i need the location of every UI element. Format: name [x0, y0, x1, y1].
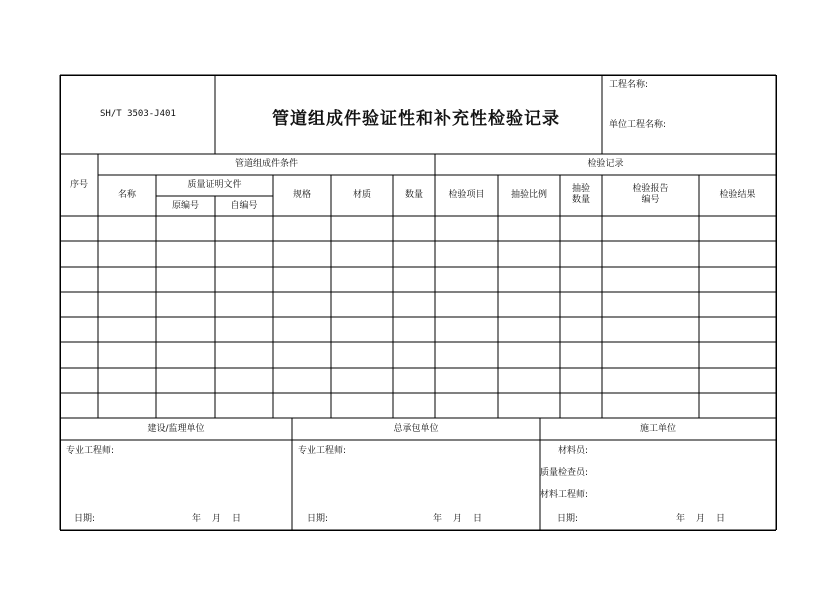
material-engineer-label: 材料工程师: [540, 490, 589, 500]
unit-project-label: 单位工程名称: [609, 120, 667, 130]
contractor-date-year: 年 [433, 514, 443, 524]
material-clerk-label: 材料员: [558, 446, 589, 456]
col-seq-header: 序号 [69, 180, 88, 190]
col-qty-header: 数量 [404, 190, 423, 200]
construction-date-label: 日期: [557, 514, 579, 524]
col-sample-header-line2: 数量 [571, 195, 590, 205]
construction-date-day: 日 [716, 514, 726, 524]
supervision-date-month: 月 [212, 514, 222, 524]
contractor-date-day: 日 [473, 514, 483, 524]
supervision-date-day: 日 [232, 514, 242, 524]
col-sample-header-line1: 抽验 [571, 184, 590, 194]
construction-unit-header: 施工单位 [639, 424, 676, 434]
form-code: SH/T 3503-J401 [100, 109, 176, 119]
col-report-header-line1: 检验报告 [632, 184, 669, 194]
supervision-engineer-label: 专业工程师: [66, 446, 115, 456]
col-self-no-header: 自编号 [230, 201, 258, 211]
supervision-date-label: 日期: [74, 514, 96, 524]
col-ratio-header: 抽验比例 [510, 190, 547, 200]
col-item-header: 检验项目 [448, 190, 485, 200]
construction-date-year: 年 [676, 514, 686, 524]
contractor-date-label: 日期: [307, 514, 329, 524]
col-cert-header: 质量证明文件 [187, 180, 242, 190]
col-orig-no-header: 原编号 [171, 201, 199, 211]
construction-date-month: 月 [696, 514, 706, 524]
col-result-header: 检验结果 [719, 190, 756, 200]
col-material-header: 材质 [352, 190, 371, 200]
supervision-unit-header: 建设/监理单位 [147, 424, 205, 434]
contractor-date-month: 月 [453, 514, 463, 524]
supervision-date-year: 年 [192, 514, 202, 524]
quality-inspector-label: 质量检查员: [540, 468, 589, 478]
col-spec-header: 规格 [292, 190, 311, 200]
contractor-unit-header: 总承包单位 [393, 424, 439, 434]
col-name-header: 名称 [117, 190, 136, 200]
page-title: 管道组成件验证性和补充性检验记录 [272, 109, 560, 129]
group-inspection-header: 检验记录 [587, 159, 624, 169]
col-report-header-line2: 编号 [641, 195, 660, 205]
contractor-engineer-label: 专业工程师: [298, 446, 347, 456]
project-name-label: 工程名称: [609, 80, 649, 90]
group-components-header: 管道组成件条件 [234, 159, 298, 169]
